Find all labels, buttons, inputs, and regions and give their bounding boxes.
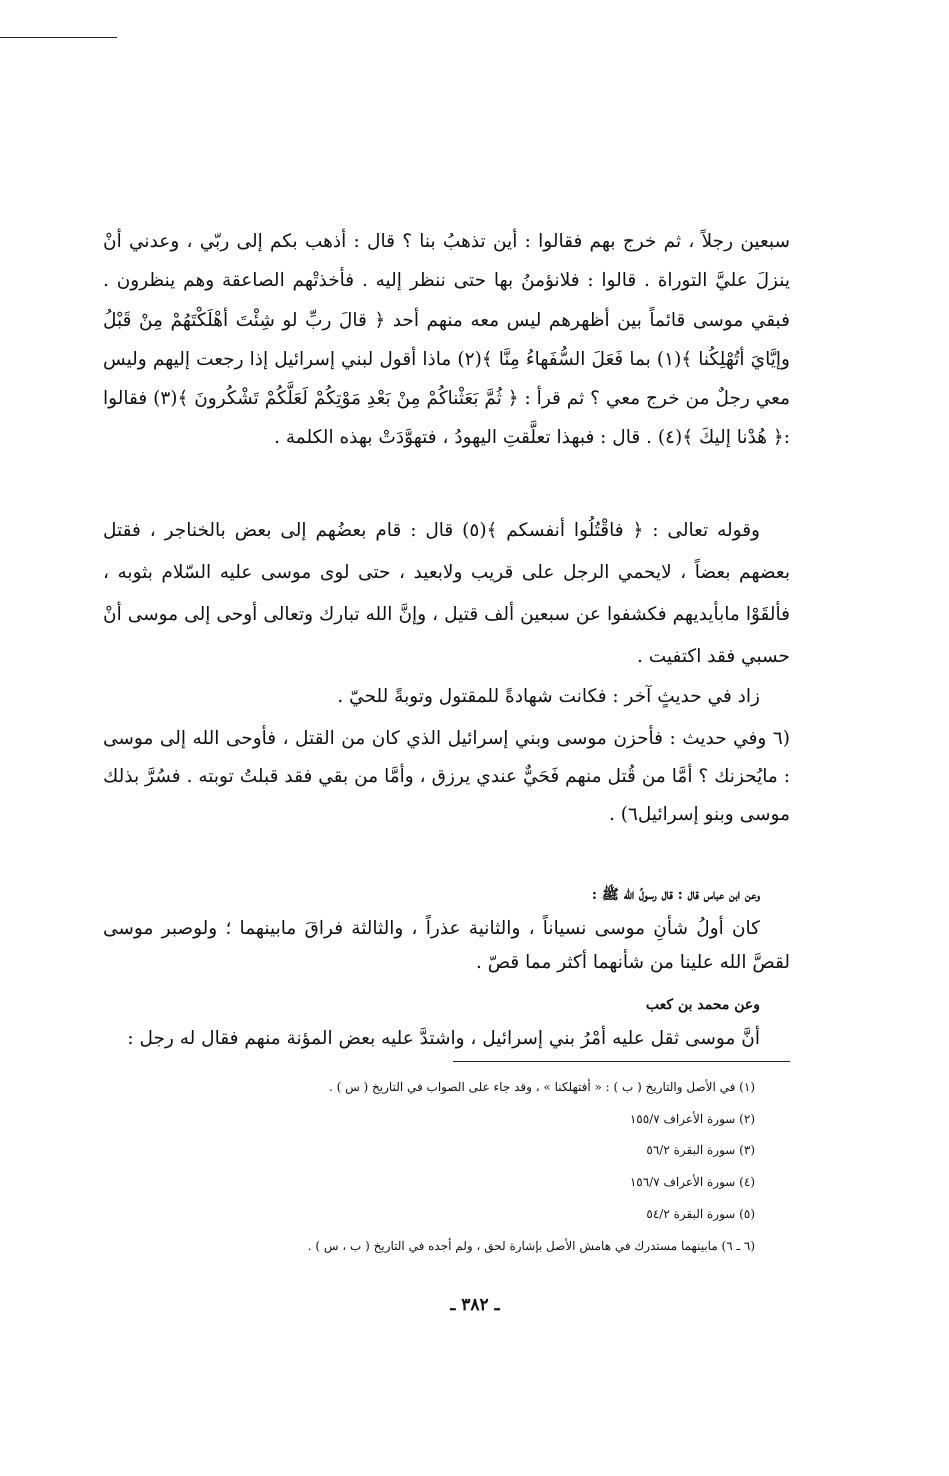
narration-heading: وعن ابن عباس قال : قال رسولُ الله ﷺ : [591, 887, 760, 903]
text-paragraph-5 [103, 878, 790, 980]
paragraph-text: زاد في حديثٍ آخر : فكانت شهادةً للمقتول وتوبةً للحيّ . [337, 686, 760, 707]
text-paragraph-3 [103, 676, 790, 718]
paragraph-text: سبعين رجلاً ، ثم خرج بهم فقالوا : أين تذهبُ بنا ؟ قال : أذهب بكم إلى ربّي ، وعدني أنْ ينزلَ عليَّ التوراة . قالوا : فلانؤمنُ بها حتى ننظر إليه . فأخذتْهم الصاعقة وهم ينظرون . فبقي موسى قائماً بين أظهرهم ليس معه منهم أحد ﴿ قالَ ربِّ لو شِئْتَ أهْلَكْتَهُمْ مِنْ قَبْلُ وإيَّايَ أتُهْلِكُنا ﴾(١) بما فَعَلَ السُّفَهاءُ مِنَّا ﴾(٢) ماذا أقول لبني إسرائيل إذا رجعت إليهم وليس معي رجلٌ من خرج معي ؟ ثم قرأ : ﴿ ثُمَّ بَعَثْناكُمْ مِنْ بَعْدِ مَوْتِكُمْ لَعَلَّكُمْ تَشْكُرونَ ﴾(٣) فقالوا :﴿ هُدْنا إليكَ ﴾(٤) . قال : فبهذا تعلَّقتِ اليهودُ ، فتهوَّدَتْ بهذه الكلمة . [103, 231, 790, 449]
text-paragraph-1 [103, 222, 790, 458]
text-paragraph-2 [103, 510, 790, 678]
top-rule [0, 37, 117, 38]
footnote: (٤) سورة الأعراف ١٥٦/٧ [629, 1175, 755, 1190]
footnote: (٦ ـ ٦) مابينهما مستدرك في هامش الأصل بإشارة لحق ، ولم أجده في التاريخ ( ب ، س ) . [307, 1238, 755, 1253]
paragraph-text: وقوله تعالى : ﴿ فاقْتُلُوا أنفسكم ﴾(٥) قال : قام بعضُهم إلى بعض بالخناجر ، فقتل بعضهم بعضاً ، لايحمي الرجل على قريب ولابعيد ، حتى لوى موسى عليه السّلام بثوبه ، فألقَوْا مابأيديهم فكشفوا عن سبعين ألف قتيل ، وإنَّ الله تبارك وتعالى أوحى إلى موسى أنْ حسبي فقد اكتفيت . [103, 520, 790, 667]
page-number: ـ ٣٨٢ ـ [450, 1295, 500, 1315]
footnotes [180, 1072, 755, 1262]
text-paragraph-6 [103, 988, 790, 1056]
footnote: (٣) سورة البقرة ٥٦/٢ [646, 1143, 755, 1158]
footnote: (٢) سورة الأعراف ١٥٥/٧ [629, 1111, 755, 1126]
footnote-separator [453, 1061, 790, 1062]
footnote: (١) في الأصل والتاريخ ( ب ) : « أفتهلكنا » ، وقد جاء على الصواب في التاريخ ( س ) . [328, 1080, 755, 1094]
narration-heading: وعن محمد بن كعب [645, 997, 760, 1013]
footnote: (٥) سورة البقرة ٥٤/٢ [646, 1206, 755, 1221]
paragraph-text: (٦ وفي حديث : فأحزن موسى وبني إسرائيل الذي كان من القتل ، فأوحى الله إلى موسى : مايُحزنك ؟ أمَّا من قُتل منهم فَحَيٌّ عندي يرزق ، وأمَّا من بقي فقد قبلتُ توبته . فسُرَّ بذلك موسى وبنو إسرائيل٦) . [103, 728, 790, 825]
paragraph-text: أنَّ موسى ثقل عليه أمْرُ بني إسرائيل ، واشتدَّ عليه بعض المؤنة منهم فقال له رجل : [127, 1028, 760, 1049]
paragraph-text: كان أولُ شأنِ موسى نسياناً ، والثانية عذراً ، والثالثة فراقَ مابينهما ؛ ولوصبر موسى لقصَّ الله علينا من شأنهما أكثر مما قصّ . [103, 918, 790, 973]
text-paragraph-4 [103, 720, 790, 834]
